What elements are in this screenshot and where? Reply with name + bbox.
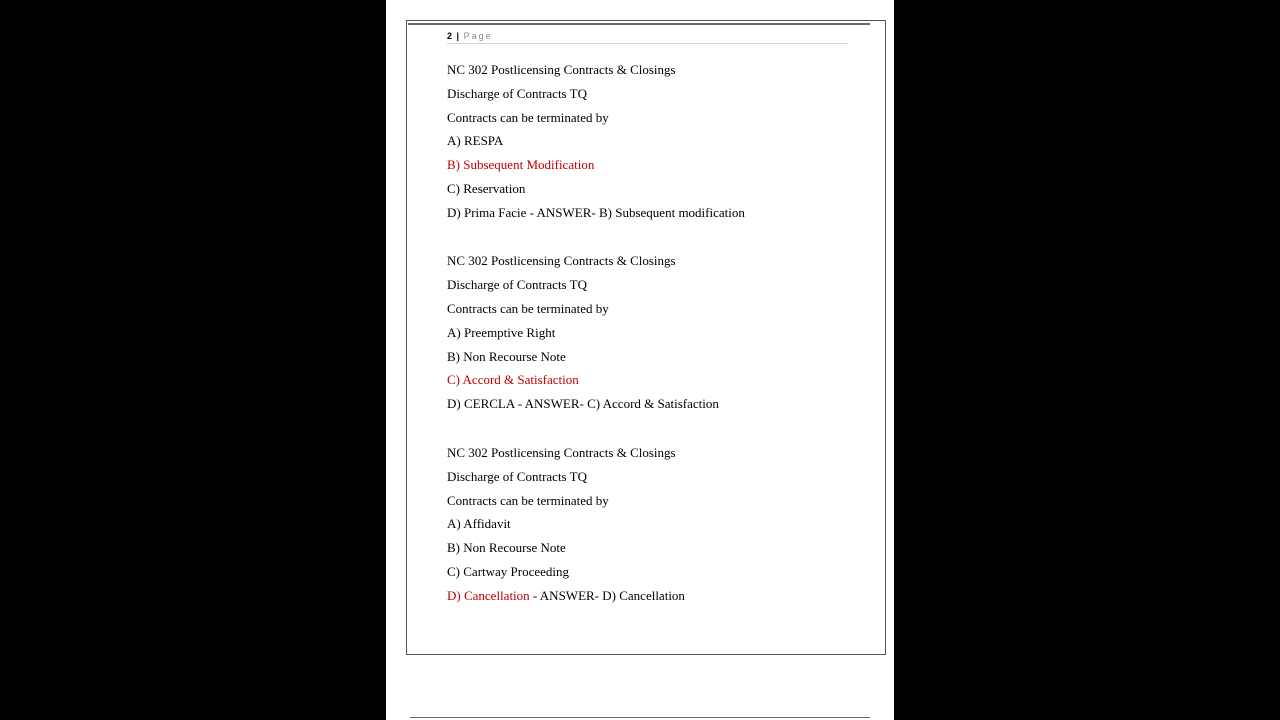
question-block bbox=[447, 58, 867, 225]
course-title: NC 302 Postlicensing Contracts & Closings bbox=[447, 444, 676, 460]
answer-separator: - bbox=[529, 587, 540, 603]
question-spacer bbox=[447, 225, 867, 250]
option-b: B) Non Recourse Note bbox=[447, 348, 566, 364]
option-b-correct: B) Subsequent Modification bbox=[447, 157, 595, 173]
page-header bbox=[447, 31, 847, 42]
option-d-with-answer: D) CERCLA - ANSWER- C) Accord & Satisfaction bbox=[447, 396, 719, 412]
option-b: B) Non Recourse Note bbox=[447, 540, 566, 556]
course-title: NC 302 Postlicensing Contracts & Closings bbox=[447, 62, 676, 77]
answer-text: ANSWER- D) Cancellation bbox=[539, 587, 685, 603]
course-title: NC 302 Postlicensing Contracts & Closings bbox=[447, 253, 676, 269]
page-label: Page bbox=[463, 31, 493, 41]
document-page bbox=[386, 0, 894, 720]
topic-title: Discharge of Contracts TQ bbox=[447, 468, 587, 484]
option-c: C) Cartway Proceeding bbox=[447, 563, 570, 579]
option-a: A) Affidavit bbox=[447, 516, 511, 532]
page-number: 2 bbox=[447, 31, 453, 41]
question-prompt: Contracts can be terminated by bbox=[447, 492, 609, 508]
option-d-with-answer: D) Prima Facie - ANSWER- B) Subsequent modification bbox=[447, 204, 745, 220]
header-separator: | bbox=[456, 31, 460, 41]
option-a: A) RESPA bbox=[447, 133, 504, 149]
option-a: A) Preemptive Right bbox=[447, 324, 556, 340]
next-page-top-rule bbox=[410, 717, 870, 718]
question-block bbox=[447, 249, 867, 416]
page-top-rule bbox=[408, 23, 870, 25]
option-c: C) Reservation bbox=[447, 180, 526, 196]
topic-title: Discharge of Contracts TQ bbox=[447, 277, 587, 293]
option-c-correct: C) Accord & Satisfaction bbox=[447, 372, 579, 388]
question-list bbox=[447, 58, 867, 608]
header-rule bbox=[447, 43, 848, 44]
question-prompt: Contracts can be terminated by bbox=[447, 301, 609, 317]
question-block bbox=[447, 441, 867, 608]
question-spacer bbox=[447, 416, 867, 441]
question-prompt: Contracts can be terminated by bbox=[447, 109, 609, 125]
option-d-correct: D) Cancellation bbox=[447, 587, 530, 603]
topic-title: Discharge of Contracts TQ bbox=[447, 85, 587, 101]
option-d-with-answer bbox=[447, 584, 867, 608]
